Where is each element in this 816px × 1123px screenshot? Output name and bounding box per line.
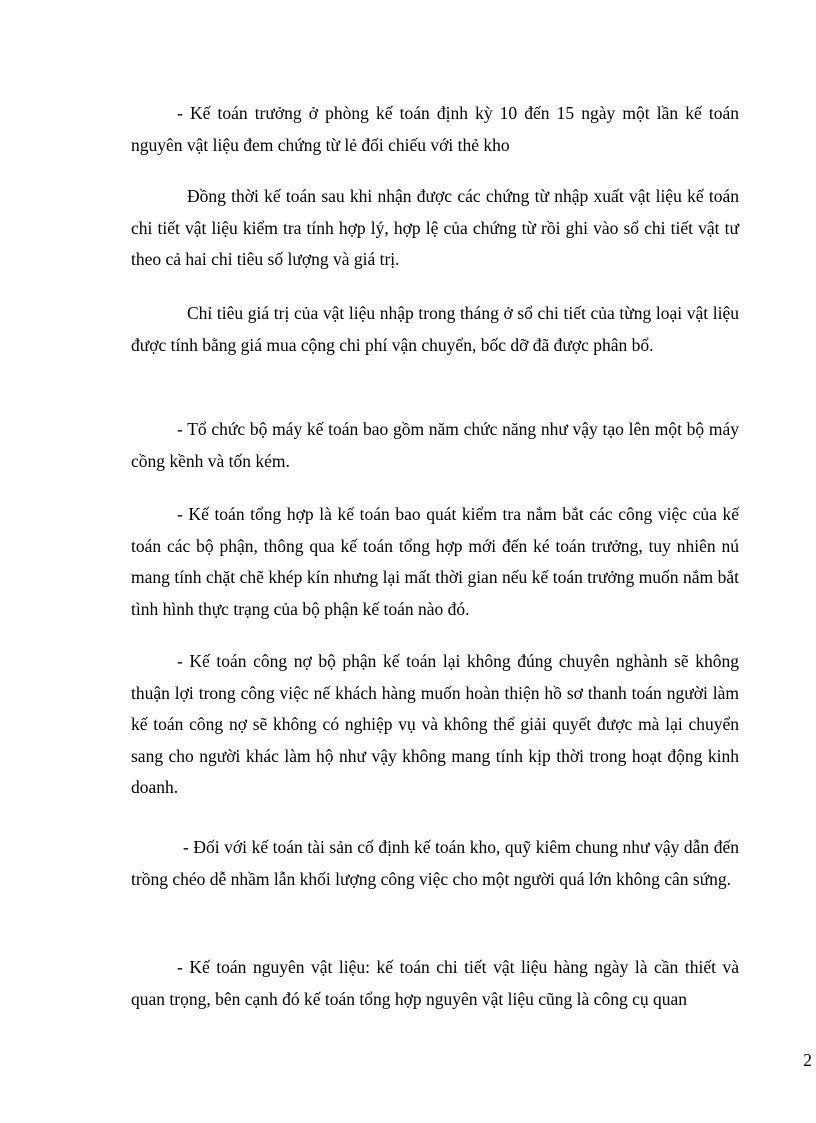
paragraph-accounting-apparatus: - Tổ chức bộ máy kế toán bao gồm năm chức năng như vậy tạo lên một bộ máy cồng kềnh và tốn kém. — [131, 419, 739, 471]
paragraph-fixed-assets-accounting: - Đối với kế toán tài sản cố định kế toán kho, quỹ kiêm chung như vậy dẫn đến trồng chéo dễ nhầm lẫn khối lượng công việc cho một người quá lớn không cân sứng. — [131, 837, 739, 889]
paragraph-detailed-material-accounting: Đồng thời kế toán sau khi nhận được các chứng từ nhập xuất vật liệu kế toán chi tiết vật liệu kiểm tra tính hợp lý, hợp lệ của chứng từ rồi ghi vào sổ chi tiết vật tư theo cả hai chỉ tiêu số lượng và giá trị. — [131, 186, 739, 270]
paragraph-material-value-indicator: Chỉ tiêu giá trị của vật liệu nhập trong tháng ở sổ chi tiết của từng loại vật liệu được tính bằng giá mua cộng chi phí vận chuyển, bốc dỡ đã được phân bổ. — [131, 303, 739, 355]
paragraph-raw-materials-accounting: - Kế toán nguyên vật liệu: kế toán chi tiết vật liệu hàng ngày là cần thiết và quan trọng, bên cạnh đó kế toán tổng hợp nguyên vật liệu cũng là công cụ quan — [131, 957, 739, 1009]
paragraph-general-accounting: - Kế toán tổng hợp là kế toán bao quát kiểm tra nắm bắt các công việc của kế toán các bộ phận, thông qua kế toán tổng hợp mới đến ké toán trưởng, tuy nhiên nú mang tính chặt chẽ khép kín nhưng lại mất thời gian nếu kế toán trưởng muốn nắm bắt tình hình thực trạng của bộ phận kế toán nào đó. — [131, 504, 739, 619]
paragraph-chief-accountant-review: - Kế toán trưởng ở phòng kế toán định kỳ 10 đến 15 ngày một lần kế toán nguyên vật liệu đem chứng từ lẻ đối chiếu với thẻ kho — [131, 103, 739, 155]
paragraph-debt-accounting: - Kế toán công nợ bộ phận kế toán lại không đúng chuyên nghành sẽ không thuận lợi trong công việc nế khách hàng muốn hoàn thiện hồ sơ thanh toán người làm kế toán công nợ sẽ không có nghiệp vụ và không thể giải quyết được mà lại chuyển sang cho người khác làm hộ như vậy không mang tính kịp thời trong hoạt động kinh doanh. — [131, 651, 739, 798]
page-number: 2 — [803, 1050, 812, 1070]
